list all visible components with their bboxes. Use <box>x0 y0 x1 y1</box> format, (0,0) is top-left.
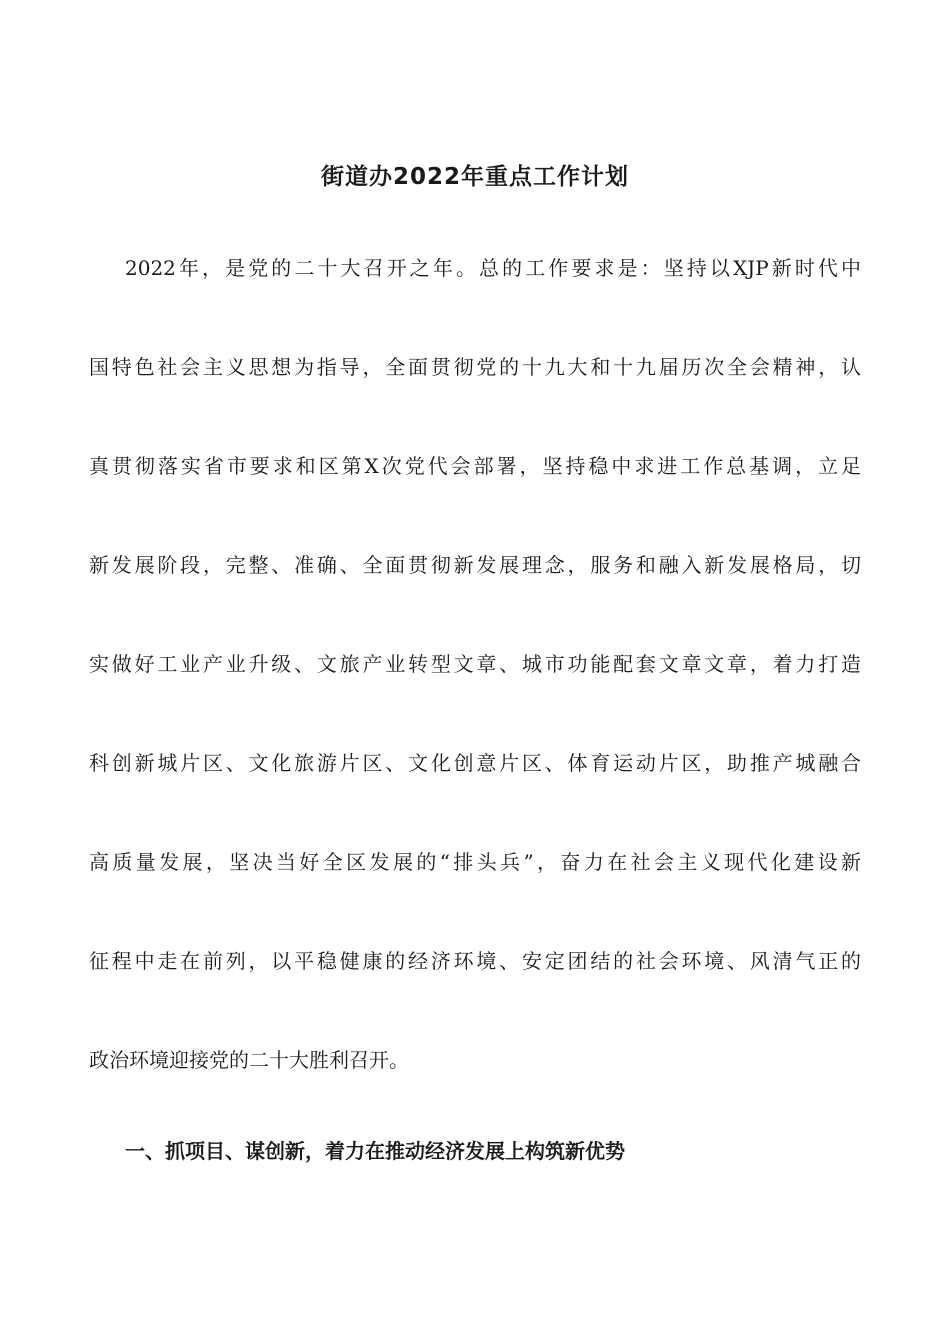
paragraph-line: 国特色社会主义思想为指导，全面贯彻党的十九大和十九届历次全会精神，认 <box>89 355 861 379</box>
paragraph-line: 政治环境迎接党的二十大胜利召开。 <box>89 1048 409 1072</box>
intro-paragraph <box>89 248 861 1139</box>
paragraph-line: 科创新城片区、文化旅游片区、文化创意片区、体育运动片区，助推产城融合 <box>89 751 861 775</box>
paragraph-line: 实做好工业产业升级、文旅产业转型文章、城市功能配套文章文章，着力打造 <box>89 652 861 676</box>
paragraph-line: 真贯彻落实省市要求和区第X次党代会部署，坚持稳中求进工作总基调，立足 <box>89 454 861 478</box>
document-title: 街道办2022年重点工作计划 <box>320 164 629 190</box>
paragraph-line: 新发展阶段，完整、准确、全面贯彻新发展理念，服务和融入新发展格局，切 <box>89 553 861 577</box>
paragraph-line: 征程中走在前列，以平稳健康的经济环境、安定团结的社会环境、风清气正的 <box>89 949 861 973</box>
paragraph-line: 高质量发展，坚决当好全区发展的“排头兵”，奋力在社会主义现代化建设新 <box>89 850 861 874</box>
section-heading: 一、抓项目、谋创新，着力在推动经济发展上构筑新优势 <box>125 1139 625 1163</box>
paragraph-line: 2022年，是党的二十大召开之年。总的工作要求是：坚持以XJP新时代中 <box>125 256 861 280</box>
